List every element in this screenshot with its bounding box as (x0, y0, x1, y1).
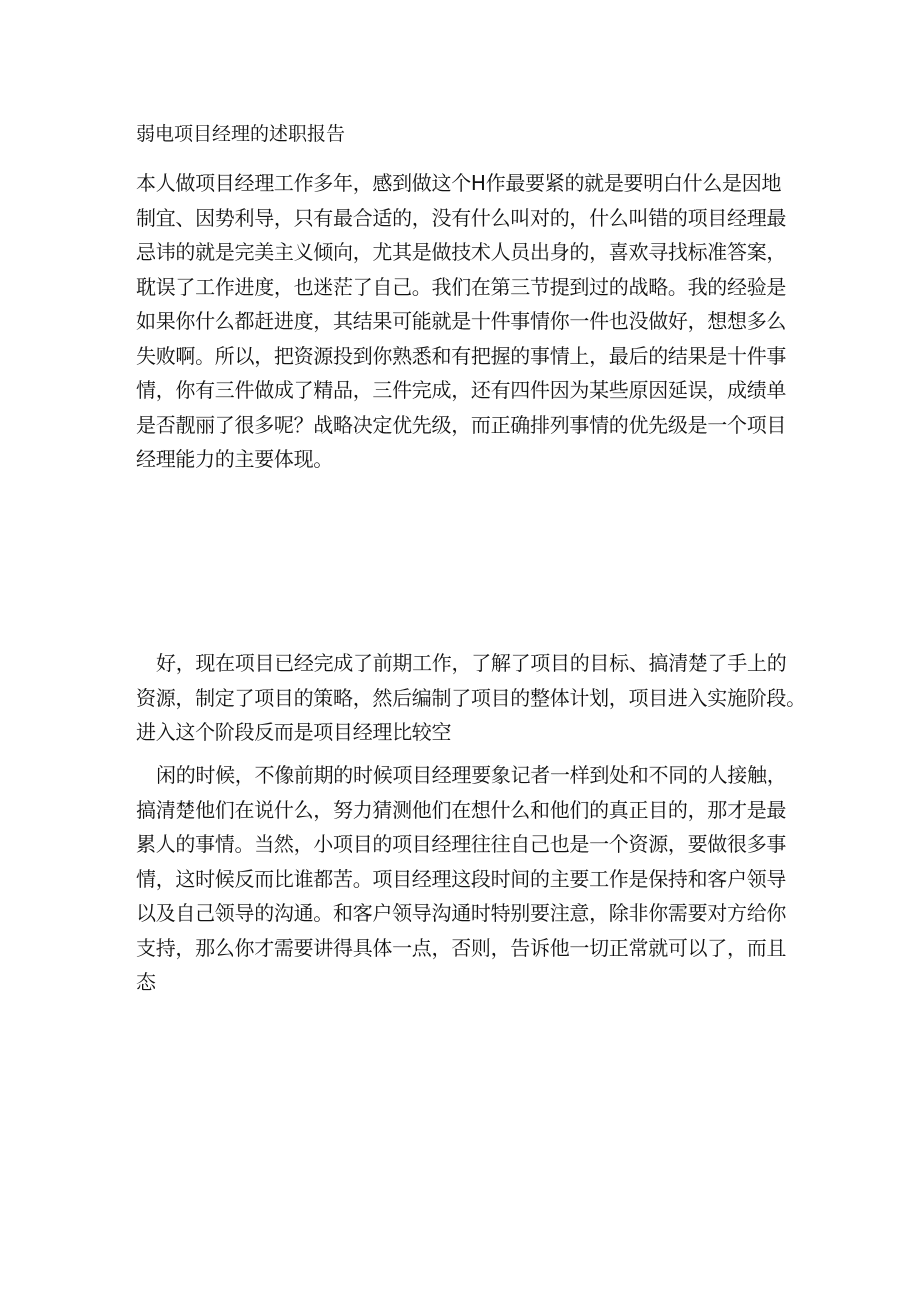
document-title: 弱电项目经理的述职报告 (136, 123, 346, 145)
paragraph-line: 态 (136, 970, 156, 994)
paragraph-line: 如果你什么都赶进度，其结果可能就是十件事情你一件也没做好，想想多么 (136, 309, 787, 333)
paragraph-line: 经理能力的主要体现。 (136, 447, 333, 471)
paragraph-line: 情，这时候反而比谁都苦。项目经理这段时间的主要工作是保持和客户领导 (136, 866, 787, 891)
paragraph-line: 好，现在项目已经完成了前期工作，了解了项目的目标、搞清楚了手上的 (156, 651, 787, 675)
paragraph-line: 耽误了工作进度，也迷茫了自己。我们在第三节提到过的战略。我的经验是 (136, 274, 787, 299)
paragraph-line: 资源，制定了项目的策略，然后编制了项目的整体计划，项目进入实施阶段。 (136, 685, 806, 710)
paragraph-line: 以及自己领导的沟通。和客户领导沟通时特别要注意，除非你需要对方给你 (136, 901, 787, 925)
paragraph-line: 本人做项目经理工作多年，感到做这个H作最要紧的就是要明白什么是因地 (136, 171, 782, 195)
paragraph-line: 搞清楚他们在说什么，努力猜测他们在想什么和他们的真正目的，那才是最 (136, 797, 787, 822)
paragraph-line: 忌讳的就是完美主义倾向，尤其是做技术人员出身的，喜欢寻找标准答案， (136, 240, 787, 264)
paragraph-1 (136, 166, 796, 477)
paragraph-2 (136, 646, 806, 750)
paragraph-line: 支持，那么你才需要讲得具体一点，否则，告诉他一切正常就可以了，而且 (136, 935, 787, 960)
paragraph-line: 制宜、因势利导，只有最合适的，没有什么叫对的，什么叫错的项目经理最 (136, 205, 787, 230)
paragraph-line: 失败啊。所以，把资源投到你熟悉和有把握的事情上，最后的结果是十件事 (136, 343, 787, 368)
paragraph-3 (136, 758, 796, 1000)
paragraph-line: 累人的事情。当然，小项目的项目经理往往自己也是一个资源，要做很多事 (136, 832, 787, 856)
paragraph-line: 闲的时候，不像前期的时候项目经理要象记者一样到处和不同的人接触， (156, 763, 787, 787)
paragraph-line: 是否靓丽了很多呢？战略决定优先级，而正确排列事情的优先级是一个项目 (136, 412, 787, 437)
paragraph-line: 进入这个阶段反而是项目经理比较空 (136, 720, 452, 744)
paragraph-line: 情，你有三件做成了精品，三件完成，还有四件因为某些原因延误，成绩单 (136, 378, 787, 402)
